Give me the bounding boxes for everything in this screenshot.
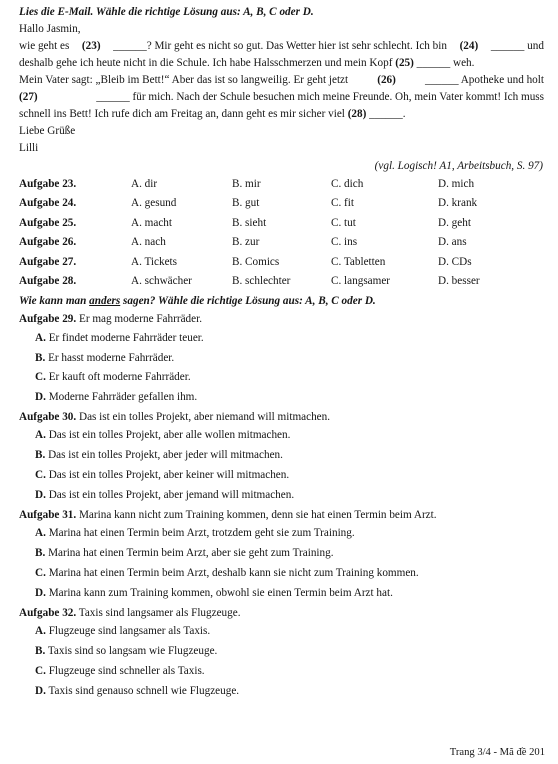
answer-option: B. Das ist ein tolles Projekt, aber jeder will mitmachen. — [35, 449, 283, 462]
answer-option: A. Flugzeuge sind langsamer als Taxis. — [35, 625, 211, 638]
option-a: A. schwächer — [131, 275, 192, 288]
task-label: Aufgabe 23. — [19, 178, 77, 190]
question-text: Taxis sind langsamer als Flugzeuge. — [76, 606, 241, 619]
option-a: A. dir — [131, 178, 158, 190]
task-label: Aufgabe 28. — [19, 275, 77, 288]
option-b: B. gut — [232, 197, 260, 210]
answer-option: B. Marina hat einen Termin beim Arzt, aber sie geht zum Training. — [35, 547, 334, 560]
question-label: Aufgabe 29. — [19, 313, 77, 326]
option-c: C. ins — [331, 236, 358, 249]
option-c: C. langsamer — [331, 275, 391, 288]
task-label: Aufgabe 24. — [19, 197, 77, 210]
question-32 — [19, 604, 544, 702]
option-d: D. krank — [438, 197, 478, 210]
option-c: C. fit — [331, 197, 354, 210]
answer-option: C. Marina hat einen Termin beim Arzt, deshalb kann sie nicht zum Training kommen. — [35, 567, 419, 580]
option-b: B. mir — [232, 178, 261, 190]
answer-option: D. Marina kann zum Training kommen, obwohl sie einen Termin beim Arzt hat. — [35, 587, 393, 600]
question-text: Er mag moderne Fahrräder. — [76, 313, 202, 326]
option-d: D. ans — [438, 236, 467, 249]
email-line-3: Mein Vater sagt: „Bleib im Bett!“ Aber das ist so langweilig. Er geht jetzt (26) ______ Apotheke und holt — [19, 74, 544, 86]
option-d: D. mich — [438, 178, 475, 190]
option-b: B. zur — [232, 236, 260, 249]
source-citation: (vgl. Logisch! A1, Arbeitsbuch, S. 97) — [374, 160, 543, 172]
option-d: D. CDs — [438, 255, 472, 268]
option-c: C. tut — [331, 216, 356, 229]
email-line-2: deshalb gehe ich heute nicht in die Schule. Ich habe Halsschmerzen und mein Kopf (25) ______ weh. — [19, 57, 475, 69]
option-d: D. besser — [438, 275, 480, 288]
question-31 — [19, 506, 544, 604]
answer-option: D. Das ist ein tolles Projekt, aber jemand will mitmachen. — [35, 489, 295, 502]
part2-instruction: Wie kann man anders sagen? Wähle die richtige Lösung aus: A, B, C oder D. — [19, 295, 376, 308]
option-b: B. Comics — [232, 255, 280, 268]
answer-option: B. Er hasst moderne Fahrräder. — [35, 351, 175, 364]
option-a: A. Tickets — [131, 255, 178, 268]
question-text: Marina kann nicht zum Training kommen, denn sie hat einen Termin beim Arzt. — [76, 509, 437, 522]
answer-option: C. Flugzeuge sind schneller als Taxis. — [35, 664, 205, 677]
question-text: Das ist ein tolles Projekt, aber niemand will mitmachen. — [76, 411, 331, 424]
page-footer: Trang 3/4 - Mã đề 201 — [449, 747, 545, 758]
option-a: A. nach — [131, 236, 166, 249]
question-label: Aufgabe 30. — [19, 411, 77, 424]
answer-option: A. Er findet moderne Fahrräder teuer. — [35, 331, 204, 344]
option-b: B. sieht — [232, 216, 267, 229]
answer-option: D. Moderne Fahrräder gefallen ihm. — [35, 391, 198, 404]
question-label: Aufgabe 32. — [19, 606, 77, 619]
task-label: Aufgabe 27. — [19, 255, 77, 268]
option-a: A. gesund — [131, 197, 177, 210]
email-line-1: wie geht es (23) ______? Mir geht es nicht so gut. Das Wetter hier ist sehr schlecht. Ich bin (24) ______ und — [19, 40, 544, 52]
question-29 — [19, 310, 544, 408]
task-label: Aufgabe 26. — [19, 236, 77, 249]
answer-option: D. Taxis sind genauso schnell wie Flugzeuge. — [35, 684, 240, 697]
email-signature: Lilli — [19, 142, 39, 154]
email-text — [19, 21, 544, 157]
email-greeting: Hallo Jasmin, — [19, 23, 81, 35]
question-30 — [19, 408, 544, 506]
option-a: A. macht — [131, 216, 173, 229]
answer-option: A. Marina hat einen Termin beim Arzt, trotzdem geht sie zum Training. — [35, 527, 355, 540]
option-b: B. schlechter — [232, 275, 291, 288]
option-d: D. geht — [438, 216, 471, 229]
answer-option: B. Taxis sind so langsam wie Flugzeuge. — [35, 645, 218, 658]
email-closing: Liebe Grüße — [19, 125, 76, 137]
task-label: Aufgabe 25. — [19, 216, 77, 229]
answer-table — [19, 175, 544, 291]
answer-option: C. Das ist ein tolles Projekt, aber keiner will mitmachen. — [35, 469, 290, 482]
question-label: Aufgabe 31. — [19, 509, 77, 522]
email-line-5: schnell ins Bett! Ich rufe dich am Freitag an, dann geht es mir sicher viel (28) ______. — [19, 108, 406, 120]
part1-instruction: Lies die E-Mail. Wähle die richtige Lösung aus: A, B, C oder D. — [19, 6, 314, 18]
option-c: C. dich — [331, 178, 364, 190]
answer-option: C. Er kauft oft moderne Fahrräder. — [35, 371, 191, 384]
email-line-4: (27) ______ für mich. Nach der Schule besuchen mich meine Freunde. Oh, mein Vater kommt! Ich muss — [19, 91, 544, 103]
answer-option: A. Das ist ein tolles Projekt, aber alle wollen mitmachen. — [35, 429, 291, 442]
option-c: C. Tabletten — [331, 255, 386, 268]
